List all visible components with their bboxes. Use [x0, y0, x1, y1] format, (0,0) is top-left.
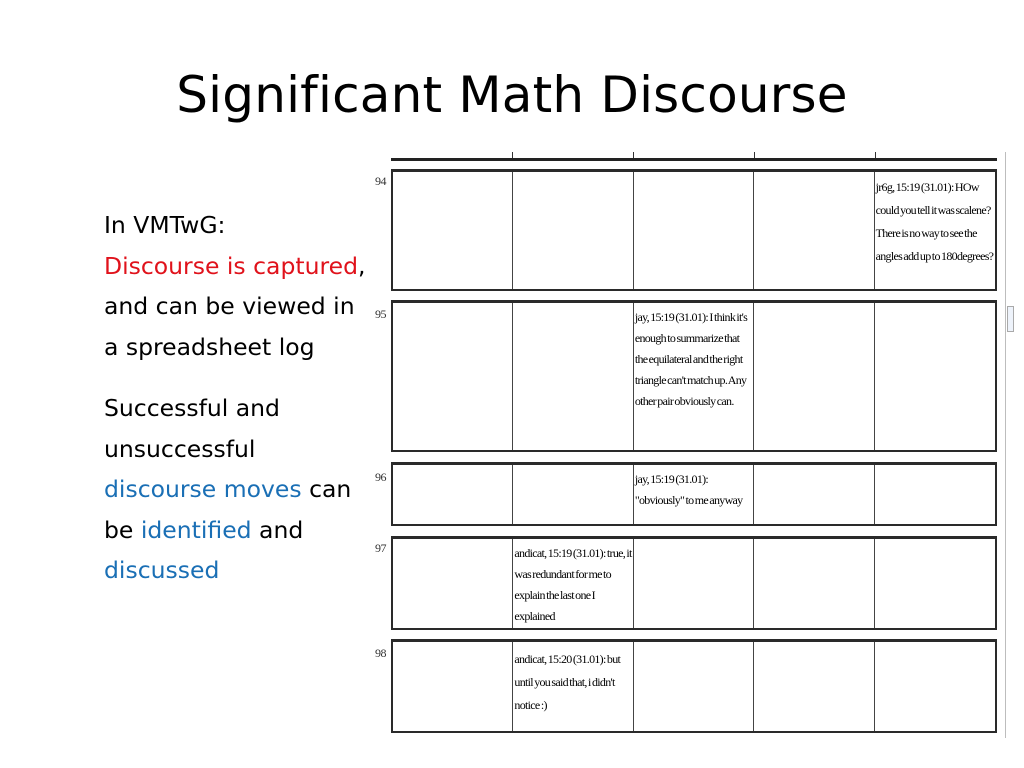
bullet-discourse-moves — [104, 388, 366, 591]
log-cell — [513, 172, 633, 289]
log-row-98 — [391, 639, 997, 733]
log-cell — [875, 539, 995, 628]
highlight-discussed: discussed — [104, 556, 220, 584]
log-top-edge — [391, 152, 997, 161]
log-cell — [393, 303, 513, 450]
bullet-text: and — [251, 515, 304, 544]
log-cell: andicat, 15:20 (31.01): but until you said that, i didn't notice :) — [513, 642, 633, 731]
divider — [1005, 152, 1006, 738]
highlight-identified: identified — [140, 515, 252, 544]
row-number: 95 — [375, 307, 386, 321]
bullet-list — [104, 205, 366, 591]
log-cell — [754, 539, 874, 628]
row-number: 94 — [375, 174, 386, 188]
log-cell — [634, 172, 754, 289]
row-number: 98 — [375, 646, 386, 660]
bullet-text: , and can be viewed in a spreadsheet log — [104, 251, 366, 361]
log-cell — [754, 303, 874, 450]
log-cell — [754, 465, 874, 524]
log-row-95 — [391, 300, 997, 452]
bullet-text: can be — [104, 475, 352, 544]
row-number: 96 — [375, 470, 386, 484]
highlight-discourse-captured: Discourse is captured — [104, 251, 359, 280]
log-cell — [393, 642, 513, 731]
log-cell — [393, 465, 513, 524]
log-cell — [875, 642, 995, 731]
bullet-text: Successful and unsuccessful — [104, 394, 280, 463]
highlight-discourse-moves: discourse moves — [104, 475, 302, 503]
log-cell — [875, 465, 995, 524]
log-cell — [393, 539, 513, 628]
log-cell — [634, 539, 754, 628]
log-cell — [875, 303, 995, 450]
bullet-text: In VMTwG: — [104, 211, 226, 239]
slide-title: Significant Math Discourse — [176, 66, 848, 124]
log-cell — [513, 303, 633, 450]
log-cell: jay, 15:19 (31.01): "obviously" to me anyway — [634, 465, 754, 524]
log-cell — [393, 172, 513, 289]
spreadsheet-log-image — [373, 152, 1013, 738]
log-cell — [513, 465, 633, 524]
log-row-94 — [391, 169, 997, 291]
scrollbar-thumb — [1007, 306, 1014, 332]
log-cell: jr6g, 15:19 (31.01): HOw could you tell it was scalene? There is no way to see the angles add up to 180degrees? — [875, 180, 994, 263]
log-cell — [754, 172, 874, 289]
bullet-vmtwg — [104, 205, 366, 367]
log-cell — [634, 642, 754, 731]
row-number: 97 — [375, 541, 386, 555]
log-cell: andicat, 15:19 (31.01): true, it was redundant for me to explain the last one I explained — [513, 539, 633, 628]
log-row-96 — [391, 462, 997, 526]
log-row-97 — [391, 536, 997, 630]
log-cell: jay, 15:19 (31.01): I think it's enough to summarize that the equilateral and the right triangle can't match up. Any other pair obviously can. — [634, 303, 754, 450]
log-cell — [754, 642, 874, 731]
